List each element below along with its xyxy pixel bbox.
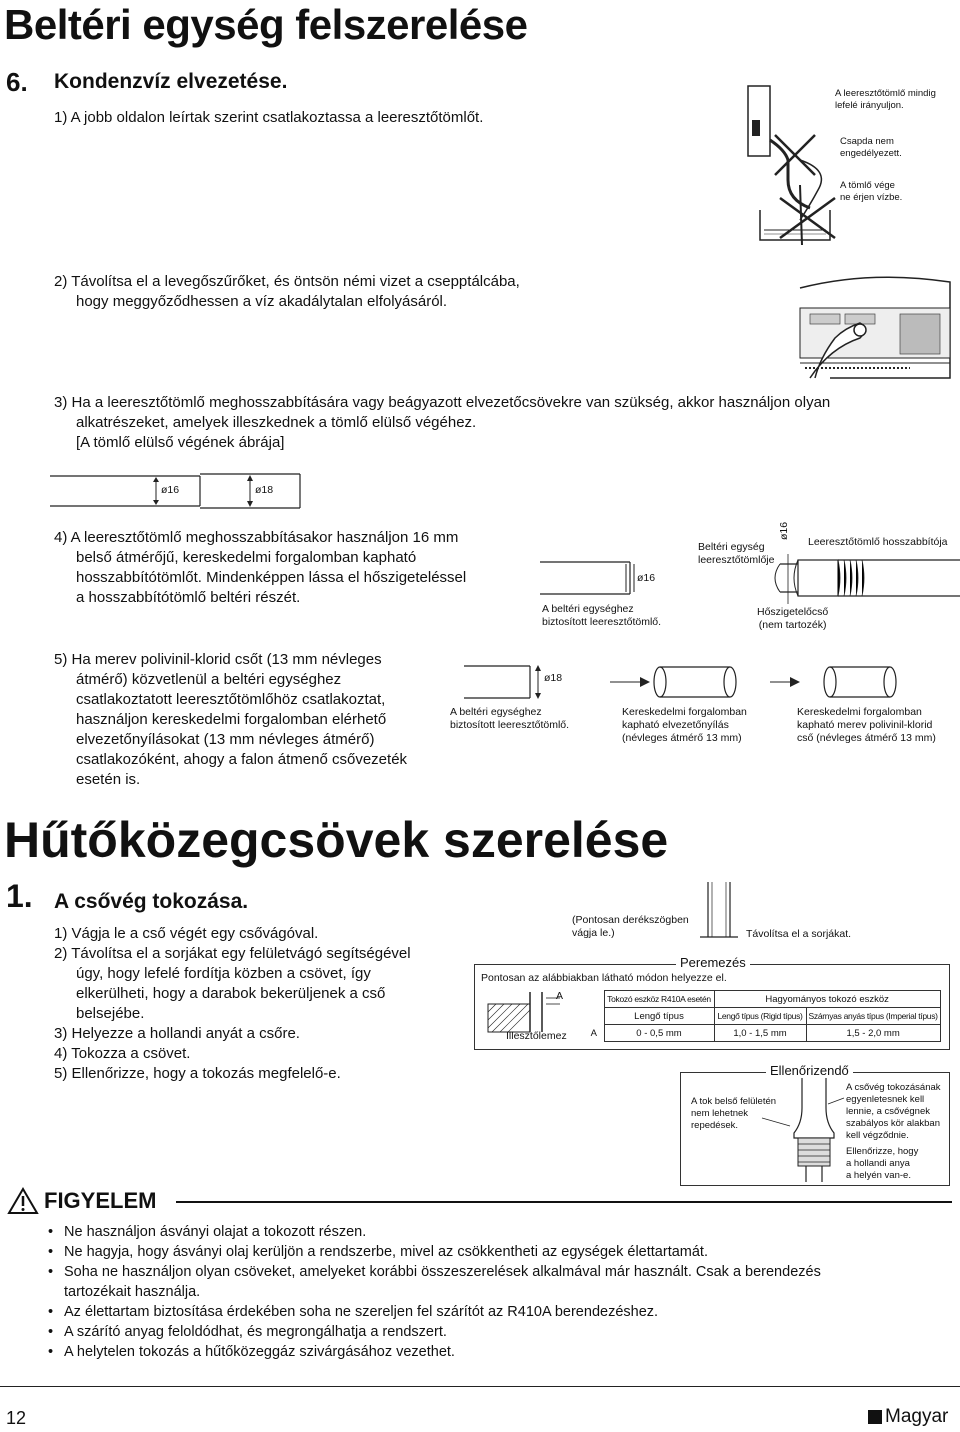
nut-note: Ellenőrizze, hogy a hollandi anya a helyén van-e. bbox=[846, 1146, 919, 1181]
th-clutch: Lengő típus bbox=[604, 1008, 714, 1025]
flaring-table bbox=[584, 990, 941, 1042]
note-hose-down: A leeresztőtömlő mindig lefelé irányuljon. bbox=[835, 88, 936, 111]
flaring-title: Peremezés bbox=[676, 955, 750, 970]
page-number: 12 bbox=[6, 1408, 27, 1428]
caution-item: • A szárító anyag feloldódhat, és megrongálhatja a rendszert. bbox=[48, 1322, 948, 1342]
crack-note: A tok belső felületén nem lehetnek repedések. bbox=[691, 1096, 777, 1131]
step-3: 3) Ha a leeresztőtömlő meghosszabbítására vagy beágyazott elvezetőcsövekre van szükség, akkor használjon olyan alkatrészeket, amelyek illeszkednek a tömlő elülső végéhez. [A tömlő elülső végének ábrája] bbox=[54, 394, 831, 451]
pvc-label-supplied: A beltéri egységhez biztosított leeresztőtömlő. bbox=[450, 706, 570, 731]
insulation-label: Hőszigetelőcső (nem tartozék) bbox=[757, 606, 829, 631]
pvc-diameter-18: ø18 bbox=[544, 672, 563, 684]
extension-label: Leeresztőtömlő hosszabbítója bbox=[808, 536, 948, 548]
section2-number: 1. bbox=[6, 878, 33, 914]
pvc-label-socket: Kereskedelmi forgalomban kapható elvezetőnyílás (névleges átmérő 13 mm) bbox=[622, 706, 747, 744]
indoor-hose-label: Beltéri egység leeresztőtömlője bbox=[698, 541, 775, 566]
caution-item: • Ne hagyja, hogy ásványi olaj kerüljön a rendszerbe, mivel az csökkentheti az egységek élettartamát. bbox=[48, 1242, 948, 1262]
warning-triangle-icon bbox=[8, 1188, 38, 1214]
caution-item: • A helytelen tokozás a hűtőközeggáz szivárgásához vezethet. bbox=[48, 1342, 948, 1362]
language-label: Magyar bbox=[885, 1406, 949, 1427]
value-wing: 1,5 - 2,0 mm bbox=[806, 1025, 940, 1042]
note-no-trap: Csapda nem engedélyezett. bbox=[840, 136, 902, 159]
row-a-label: A bbox=[590, 1027, 597, 1039]
step-1: 1) A jobb oldalon leírtak szerint csatlakoztassa a leeresztőtömlőt. bbox=[54, 109, 484, 126]
th-wing-nut: Szárnyas anyás típus (Imperial típus) bbox=[806, 1008, 940, 1025]
step-4: 4) A leeresztőtömlő meghosszabbításakor használjon 16 mm belső átmérőjű, kereskedelmi forgalomban kapható hosszabbítótömlőt. Mindenképpen lássa el hőszigeteléssel a hosszabbítótömlő beltéri részét. bbox=[54, 529, 467, 606]
caution-item: • Ne használjon ásványi olajat a tokozott részen. bbox=[48, 1222, 948, 1242]
flare-check-figure bbox=[792, 1078, 842, 1184]
section2-subtitle: A csővég tokozása. bbox=[54, 890, 249, 913]
step-2: 2) Távolítsa el a levegőszűrőket, és öntsön némi vizet a csepptálcába, hogy meggyőződhessen a víz akadálytalan elfolyásáról. bbox=[54, 273, 520, 310]
diameter-18: ø18 bbox=[255, 484, 274, 496]
ext-diameter-16: ø16 bbox=[637, 572, 656, 584]
page-title: Beltéri egység felszerelése bbox=[4, 1, 528, 48]
supplied-hose-label: A beltéri egységhez biztosított leeresztőtömlő. bbox=[542, 603, 662, 628]
pipe-cut-figure bbox=[700, 882, 740, 944]
ext-diameter-16-vertical: ø16 bbox=[778, 521, 790, 540]
note-not-water: A tömlő vége ne érjen vízbe. bbox=[840, 180, 903, 203]
even-note: A csővég tokozásának egyenletesnek kell lennie, a csővégnek szabályos kör alakban kell végződnie. bbox=[846, 1082, 941, 1141]
dimension-a-label: A bbox=[556, 990, 564, 1002]
caution-item: • Az élettartam biztosítása érdekében soha ne szereljen fel szárítót az R410A berendezéshez. bbox=[48, 1302, 948, 1322]
square-bullet-icon bbox=[868, 1410, 882, 1424]
step-5: 5) Ha merev polivinil-klorid csőt (13 mm névleges átmérő) közvetlenül a beltéri egységhez csatlakoztatott leeresztőtömlőhöz csatlakoztat, használjon kereskedelmi forgalomban elérhető elvezetőnyílásokat (13 mm névleges átmérő) csatlakozóként, ahogy a falon átmenő csővezeték esetén is. bbox=[54, 651, 408, 788]
value-clutch: 1,0 - 1,5 mm bbox=[714, 1025, 806, 1042]
flare-steps: 1) Vágja le a cső végét egy csővágóval. 2) Távolítsa el a sorjákat egy felületvágó segítségével úgy, hogy lefelé fordítja közben a csövet, így elkerülheti, hogy a darabok bekerüljenek a cső belsejébe. 3) Helyezze a hollandi anyát a csőre. 4) Tokozza a csövet. 5) Ellenőrizze, hogy a tokozás megfelelő-e. bbox=[54, 925, 411, 1082]
th-clutch-rigid: Lengő típus (Rigid típus) bbox=[714, 1008, 806, 1025]
value-r410a: 0 - 0,5 mm bbox=[604, 1025, 714, 1042]
pvc-label-pipe: Kereskedelmi forgalomban kapható merev polivinil-klorid cső (névleges átmérő 13 mm) bbox=[797, 706, 936, 744]
th-conventional: Hagyományos tokozó eszköz bbox=[714, 991, 940, 1008]
cut-note: (Pontosan derékszögben vágja le.) bbox=[572, 914, 689, 939]
flaring-instruction: Pontosan az alábbiakban látható módon helyezze el. bbox=[481, 972, 727, 984]
section-title: Kondenzvíz elvezetése. bbox=[54, 70, 288, 93]
section-number: 6. bbox=[6, 67, 28, 97]
footer-rule bbox=[0, 1386, 960, 1387]
section2-title: Hűtőközegcsövek szerelése bbox=[4, 812, 669, 868]
caution-list bbox=[48, 1222, 948, 1362]
die-label: Illesztőlemez bbox=[506, 1030, 567, 1042]
indoor-unit-figure bbox=[790, 268, 960, 383]
check-title: Ellenőrizendő bbox=[766, 1063, 853, 1078]
diameter-16: ø16 bbox=[161, 484, 180, 496]
caution-item: • Soha ne használjon olyan csöveket, amelyeket korábbi összeszerelések alkalmával már használt. Csak a berendezés tartozékait használja. bbox=[48, 1262, 948, 1302]
deburr-note: Távolítsa el a sorjákat. bbox=[746, 928, 852, 940]
pvc-connection-figure bbox=[460, 660, 950, 705]
caution-rule bbox=[176, 1201, 952, 1203]
caution-title: FIGYELEM bbox=[44, 1188, 157, 1213]
th-r410a: Tokozó eszköz R410A esetén bbox=[604, 991, 714, 1008]
